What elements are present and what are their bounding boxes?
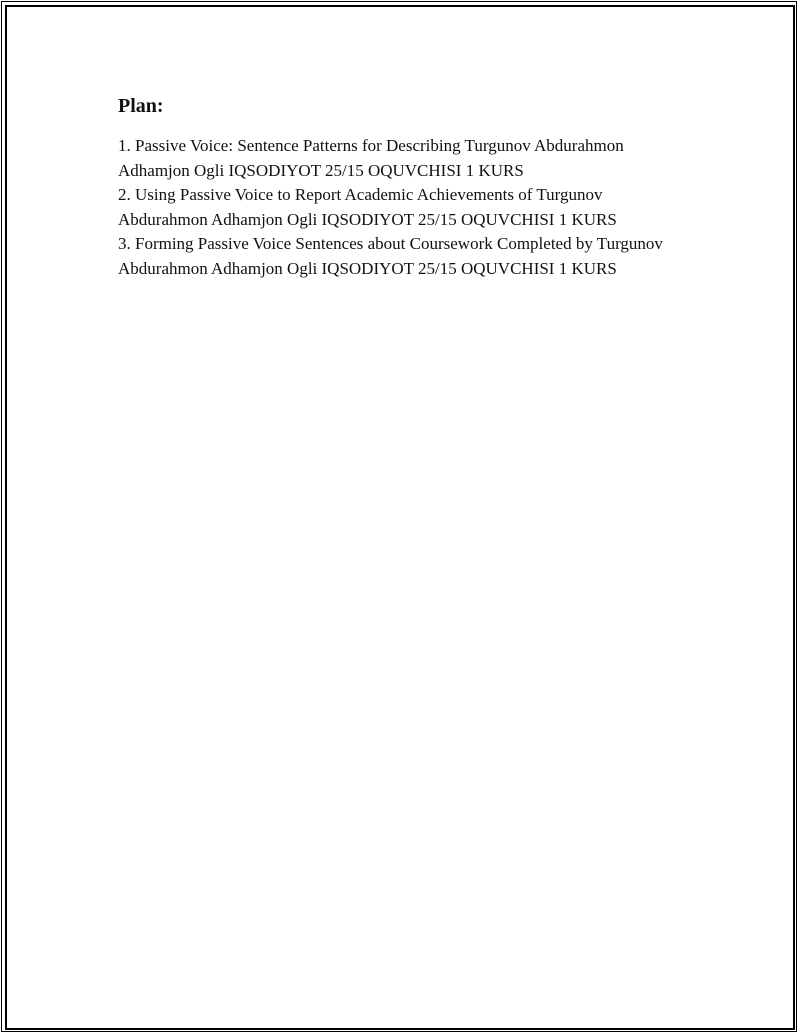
plan-item-3: 3. Forming Passive Voice Sentences about Coursework Completed by Turgunov Abdurahmon Adhamjon Ogli IQSODIYOT 25/15 OQUVCHISI 1 KURS xyxy=(118,234,663,278)
plan-list xyxy=(118,134,688,281)
plan-item-2: 2. Using Passive Voice to Report Academic Achievements of Turgunov Abdurahmon Adhamjon Ogli IQSODIYOT 25/15 OQUVCHISI 1 KURS xyxy=(118,185,617,229)
plan-item-1: 1. Passive Voice: Sentence Patterns for Describing Turgunov Abdurahmon Adhamjon Ogli IQSODIYOT 25/15 OQUVCHISI 1 KURS xyxy=(118,136,624,180)
plan-heading: Plan: xyxy=(118,95,164,117)
document-body xyxy=(118,92,688,281)
